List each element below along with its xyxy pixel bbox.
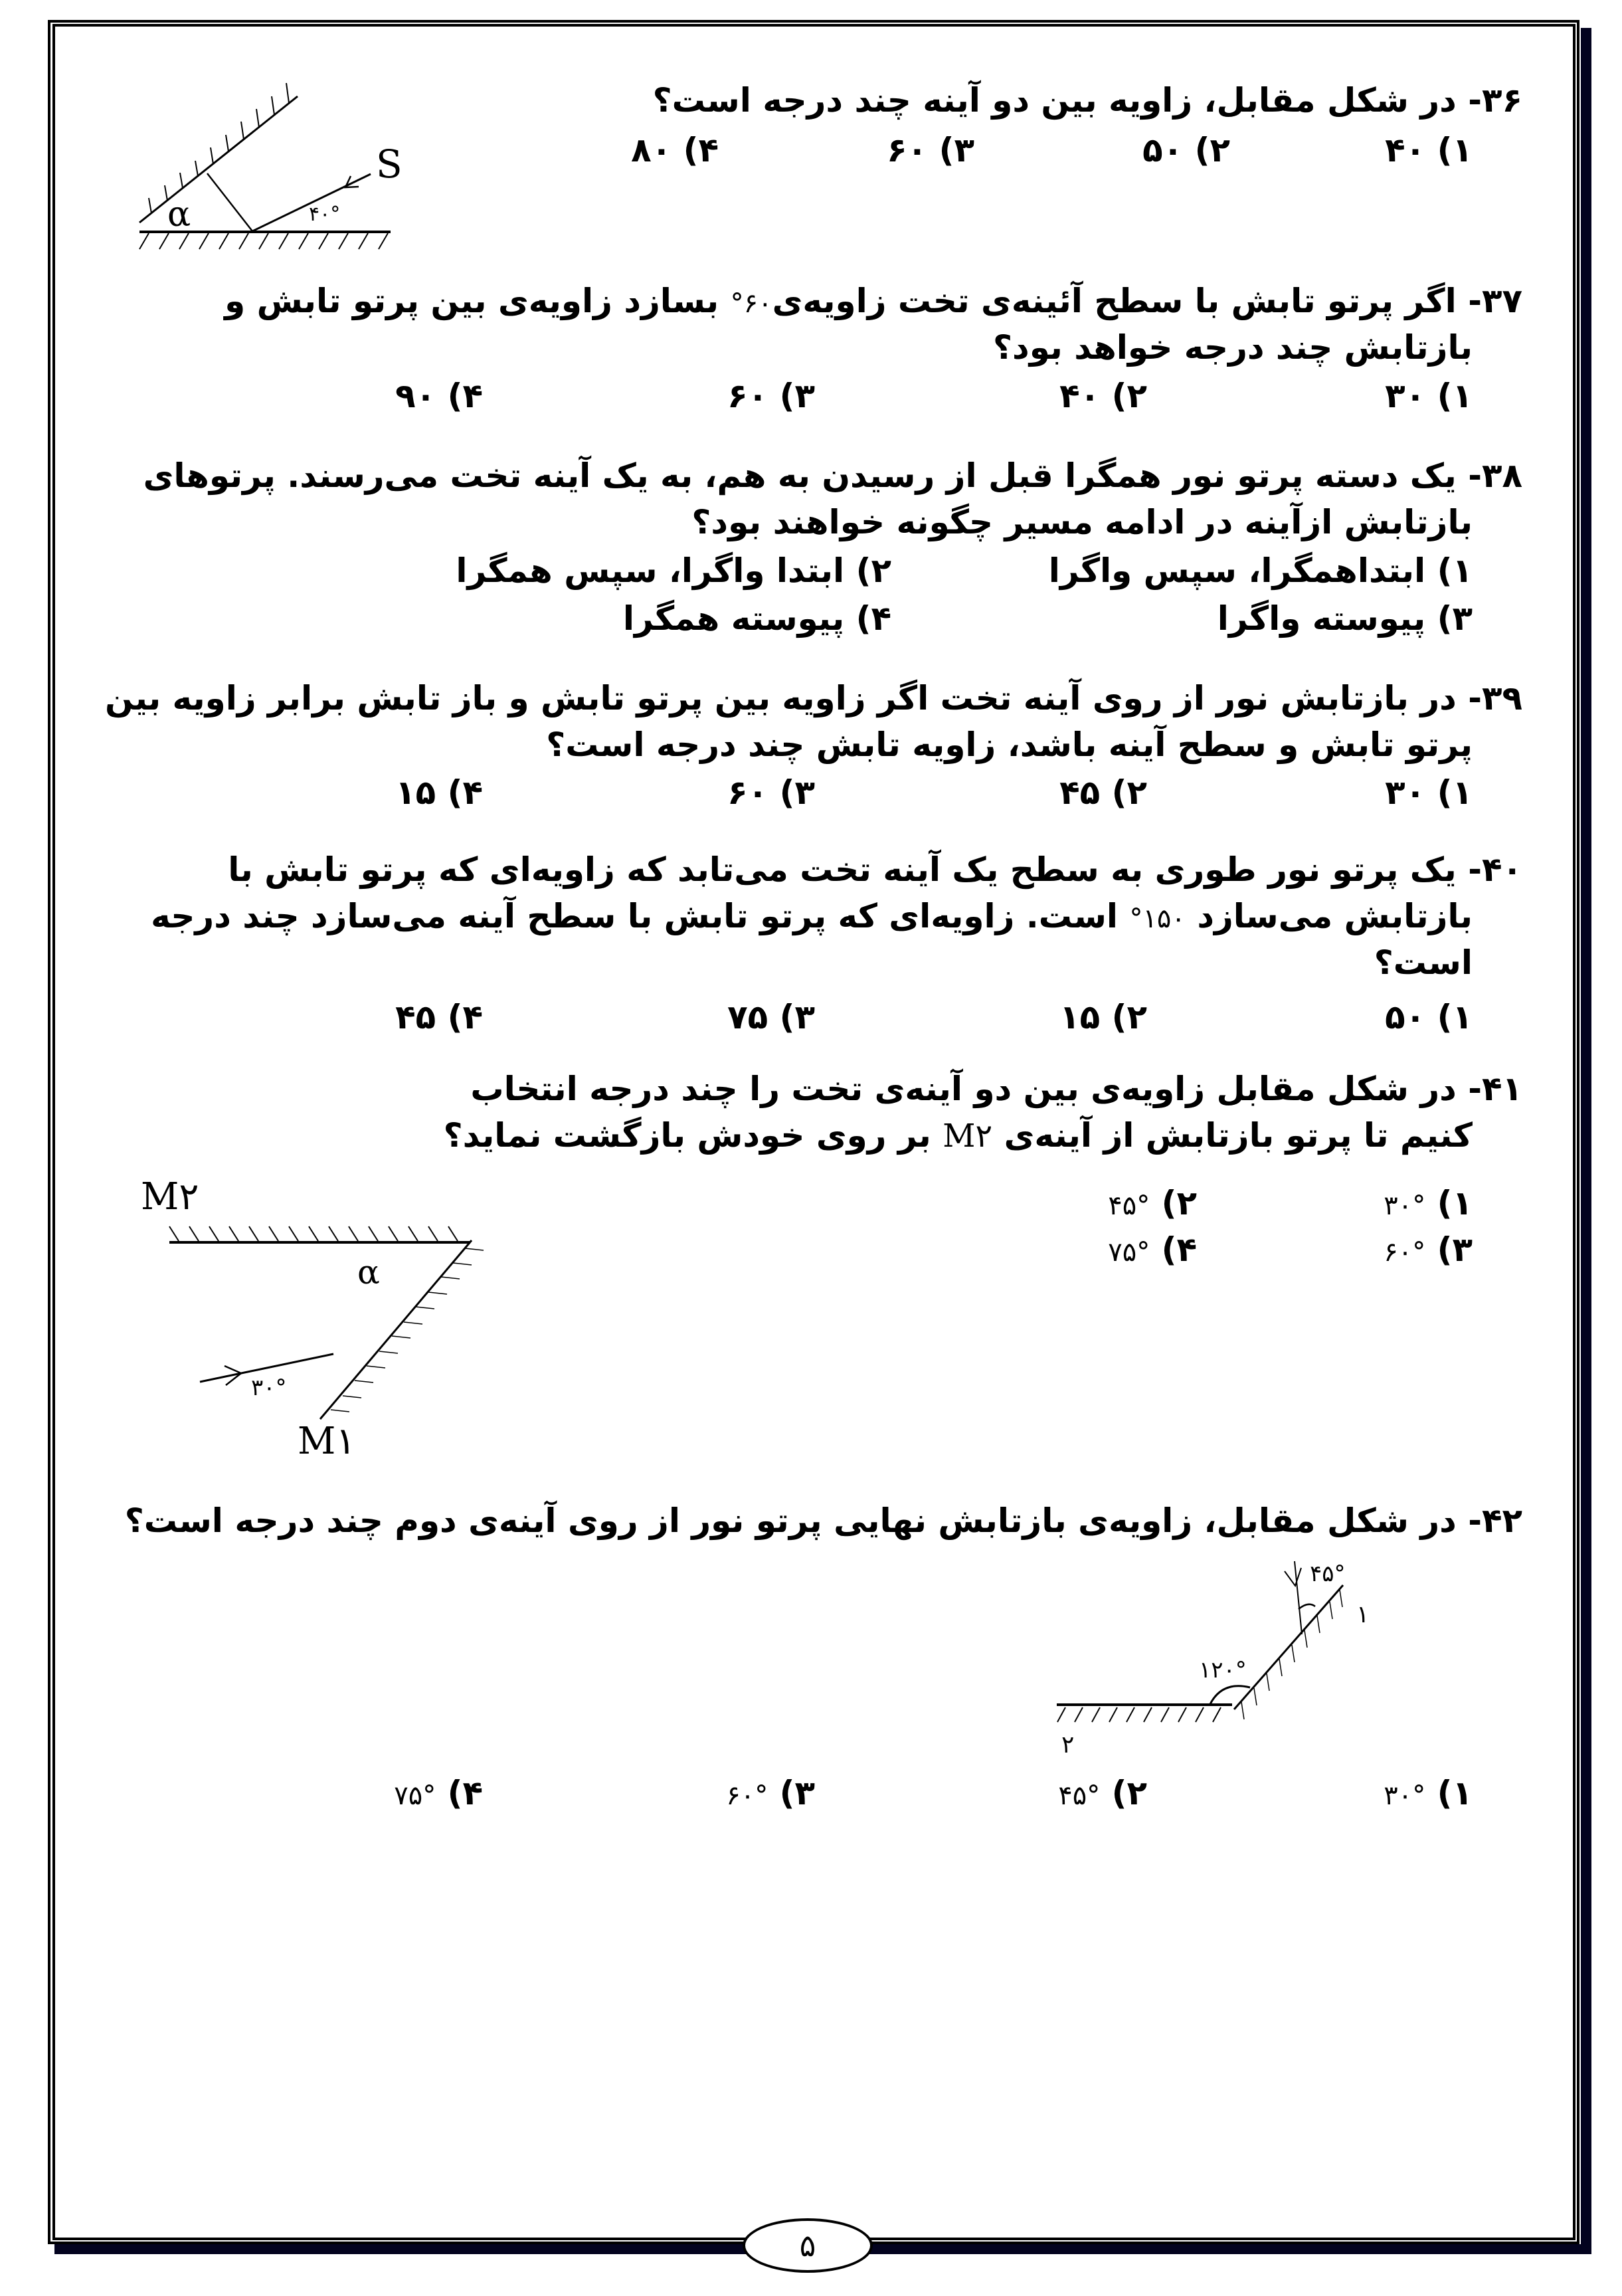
option-value: ۷۵°	[1108, 1237, 1150, 1268]
option-value: ۷۵	[727, 998, 768, 1036]
option-3[interactable]	[727, 997, 815, 1038]
question-number: ۴۰-	[1468, 850, 1522, 889]
question-line: بر روی خودش بازگشت نماید؟	[443, 1116, 931, 1155]
option-label: ۱)	[1437, 377, 1473, 415]
option-1[interactable]	[1385, 130, 1473, 171]
option-1[interactable]	[1385, 772, 1473, 813]
option-label: ۴)	[856, 599, 891, 638]
question-line: کنیم تا پرتو بازتابش از آینه‌ی	[1004, 1116, 1473, 1155]
option-value: ۶۰	[887, 131, 928, 169]
mirror-1	[1234, 1585, 1343, 1709]
option-3[interactable]	[887, 130, 974, 171]
option-2[interactable]	[1058, 1772, 1147, 1816]
question-line: در شکل مقابل، زاویه بین دو آینه چند درجه است؟	[652, 81, 1457, 120]
option-3[interactable]	[1384, 1229, 1473, 1273]
angle-label: ۳۰°	[251, 1375, 287, 1401]
option-value: ۶۰	[727, 773, 768, 812]
option-value: ۶۰°	[726, 1780, 768, 1811]
option-value: ۴۵°	[1108, 1191, 1150, 1221]
option-4[interactable]	[1108, 1229, 1197, 1273]
option-label: ۲)	[856, 551, 891, 590]
option-label: ۴)	[1161, 1230, 1197, 1269]
option-label: ۳)	[779, 998, 815, 1036]
option-label: ۱)	[1437, 998, 1473, 1036]
question-37-text-cont	[993, 327, 1473, 368]
option-4[interactable]	[395, 375, 483, 417]
question-38-text-cont	[691, 502, 1473, 543]
option-1[interactable]	[1384, 1183, 1473, 1226]
question-line: بازتابش چند درجه خواهد بود؟	[993, 328, 1473, 367]
option-2[interactable]	[1059, 772, 1147, 813]
question-39-text-cont	[546, 724, 1473, 765]
inclined-mirror	[139, 96, 298, 223]
question-line: در شکل مقابل، زاویه‌ی بازتابش نهایی پرتو نور از روی آینه‌ی دوم چند درجه است؟	[124, 1501, 1457, 1540]
option-value: ابتدا واگرا، سپس همگرا	[456, 551, 845, 590]
option-value: ۷۵°	[394, 1780, 436, 1811]
mirrors-m1-m2-diagram	[120, 1156, 518, 1462]
option-value: ۴۵°	[1058, 1780, 1101, 1811]
option-value: ۵۰	[1385, 998, 1426, 1036]
angle-arc-120	[1210, 1686, 1250, 1704]
option-1[interactable]	[1385, 997, 1473, 1038]
inline-mirror-label: M۲	[943, 1117, 993, 1155]
option-label: ۴)	[447, 773, 483, 812]
option-4[interactable]	[631, 130, 719, 171]
option-3[interactable]	[726, 1772, 815, 1816]
option-label: ۱)	[1437, 1774, 1473, 1812]
question-40-text-cont2	[1374, 942, 1473, 983]
option-value: پیوسته واگرا	[1217, 599, 1426, 638]
option-4[interactable]	[395, 997, 483, 1038]
question-41-text	[470, 1068, 1522, 1109]
question-line: در بازتابش نور از روی آینه تخت اگر زاویه بین پرتو تابش و باز تابش برابر زاویه بین	[104, 679, 1457, 718]
option-1[interactable]	[1385, 375, 1473, 417]
angle-120-label: ۱۲۰°	[1199, 1657, 1247, 1683]
option-label: ۱)	[1437, 773, 1473, 812]
question-line: پرتو تابش و سطح آینه باشد، زاویه تابش چند درجه است؟	[546, 725, 1473, 764]
question-line: است؟	[1374, 943, 1473, 982]
question-line: یک دسته پرتو نور همگرا قبل از رسیدن به هم، به یک آینه تخت می‌رسند. پرتوهای	[143, 456, 1457, 495]
option-4[interactable]	[395, 772, 483, 813]
option-value: ۴۰	[1385, 131, 1426, 169]
option-2[interactable]	[1142, 130, 1230, 171]
option-1[interactable]	[1384, 1772, 1473, 1816]
angle-45-label: ۴۵°	[1310, 1561, 1346, 1587]
mirror-1-hatching	[1241, 1590, 1342, 1719]
option-label: ۲)	[1111, 1774, 1147, 1812]
question-line: بازتابش ازآینه در ادامه مسیر چگونه خواهند بود؟	[691, 503, 1473, 541]
option-value: ۶۰	[727, 377, 768, 415]
option-value: ۶۰°	[1384, 1237, 1426, 1268]
incident-ray	[1295, 1561, 1302, 1634]
question-38-text	[143, 455, 1522, 496]
option-3[interactable]	[727, 375, 815, 417]
two-mirrors-diagram	[120, 66, 418, 252]
option-label: ۳)	[779, 377, 815, 415]
alpha-label: α	[357, 1253, 380, 1292]
ray-arrow-icon	[1285, 1568, 1301, 1586]
question-42-text	[125, 1500, 1522, 1541]
inclined-mirror-hatching	[149, 83, 289, 213]
option-value: ۴۵	[1059, 773, 1101, 812]
option-2[interactable]	[456, 550, 891, 591]
question-number: ۴۲-	[1468, 1501, 1522, 1540]
option-label: ۳)	[939, 131, 974, 169]
option-2[interactable]	[1059, 997, 1147, 1038]
reflected-ray	[207, 173, 252, 231]
option-label: ۳)	[1437, 599, 1473, 638]
option-value: ۳۰°	[1384, 1191, 1426, 1221]
mirror-m1	[320, 1240, 472, 1419]
option-value: ۳۰°	[1384, 1780, 1426, 1811]
option-value: ۹۰	[395, 377, 436, 415]
page-number: ۵	[799, 2228, 816, 2263]
option-label: ۴)	[447, 998, 483, 1036]
option-label: ۲)	[1111, 998, 1147, 1036]
question-40-text-cont	[151, 896, 1473, 939]
option-label: ۴)	[447, 1774, 483, 1812]
option-4[interactable]	[623, 598, 891, 639]
alpha-label: α	[167, 195, 191, 235]
mirror-1-label: ۱	[1356, 1601, 1370, 1628]
option-value: ۴۵	[395, 998, 436, 1036]
question-number: ۳۷-	[1468, 282, 1522, 320]
option-value: ۵۰	[1142, 131, 1184, 169]
option-label: ۴)	[447, 377, 483, 415]
option-label: ۳)	[1437, 1230, 1473, 1269]
option-value: ۳۰	[1385, 773, 1426, 812]
option-label: ۱)	[1437, 131, 1473, 169]
question-number: ۳۶-	[1468, 81, 1522, 120]
question-number: ۳۸-	[1468, 456, 1522, 495]
question-37-text	[225, 280, 1522, 324]
option-4[interactable]	[394, 1772, 483, 1816]
question-40-text	[228, 849, 1522, 890]
option-value: ۴۰	[1059, 377, 1101, 415]
option-value: پیوسته همگرا	[622, 599, 845, 638]
mirror-m2-hatching	[169, 1226, 458, 1241]
option-3[interactable]	[727, 772, 815, 813]
mirrors-1-2-diagram	[1036, 1548, 1435, 1761]
inline-angle: ۱۵۰°	[1129, 904, 1186, 934]
option-value: ۸۰	[631, 131, 672, 169]
option-label: ۱)	[1437, 551, 1473, 590]
horizontal-mirror-hatching	[139, 233, 388, 249]
question-line: در شکل مقابل زاویه‌ی بین دو آینه‌ی تخت را چند درجه انتخاب	[470, 1070, 1457, 1108]
option-label: ۴)	[683, 131, 719, 169]
option-2[interactable]	[1108, 1183, 1197, 1226]
question-line: بسازد زاویه‌ی بین پرتو تابش و	[225, 282, 719, 320]
angle-arc-45	[1299, 1604, 1315, 1609]
angle-label: ۴۰°	[309, 203, 341, 226]
question-41-text-cont	[444, 1115, 1473, 1157]
question-line: بازتابش می‌سازد	[1197, 897, 1473, 935]
option-3[interactable]	[1217, 598, 1473, 639]
option-label: ۳)	[779, 773, 815, 812]
question-line: اگر پرتو تابش با سطح آئینه‌ی تخت زاویه‌ی	[772, 282, 1457, 320]
question-line: یک پرتو نور طوری به سطح یک آینه تخت می‌تابد که زاویه‌ای که پرتو تابش با	[228, 850, 1457, 889]
question-36-text	[653, 80, 1522, 121]
page-number-badge	[743, 2218, 873, 2273]
mirror-m1-hatching	[331, 1248, 484, 1412]
option-2[interactable]	[1059, 375, 1147, 417]
mirror-m2-label: M۲	[141, 1175, 199, 1218]
option-value: ۳۰	[1385, 377, 1426, 415]
page-frame-shadow-right	[1581, 28, 1591, 2253]
question-line: است. زاویه‌ای که پرتو تابش با سطح آینه می‌سازد چند درجه	[151, 897, 1119, 935]
option-label: ۲)	[1111, 377, 1147, 415]
option-label: ۲)	[1194, 131, 1230, 169]
mirror-2-label: ۲	[1061, 1731, 1075, 1759]
option-label: ۲)	[1111, 773, 1147, 812]
mirror-2-hatching	[1057, 1707, 1221, 1722]
question-number: ۳۹-	[1468, 679, 1522, 718]
question-39-text	[105, 678, 1522, 719]
option-label: ۳)	[779, 1774, 815, 1812]
option-label: ۱)	[1437, 1184, 1473, 1222]
source-label: S	[376, 142, 403, 187]
mirror-m1-label: M۱	[298, 1420, 356, 1463]
option-value: ۱۵	[395, 773, 436, 812]
option-value: ۱۵	[1059, 998, 1101, 1036]
option-label: ۲)	[1161, 1184, 1197, 1222]
option-1[interactable]	[1049, 550, 1473, 591]
option-value: ابتداهمگرا، سپس واگرا	[1048, 551, 1426, 590]
question-number: ۴۱-	[1468, 1070, 1522, 1108]
inline-angle: ۶۰°	[730, 288, 772, 319]
